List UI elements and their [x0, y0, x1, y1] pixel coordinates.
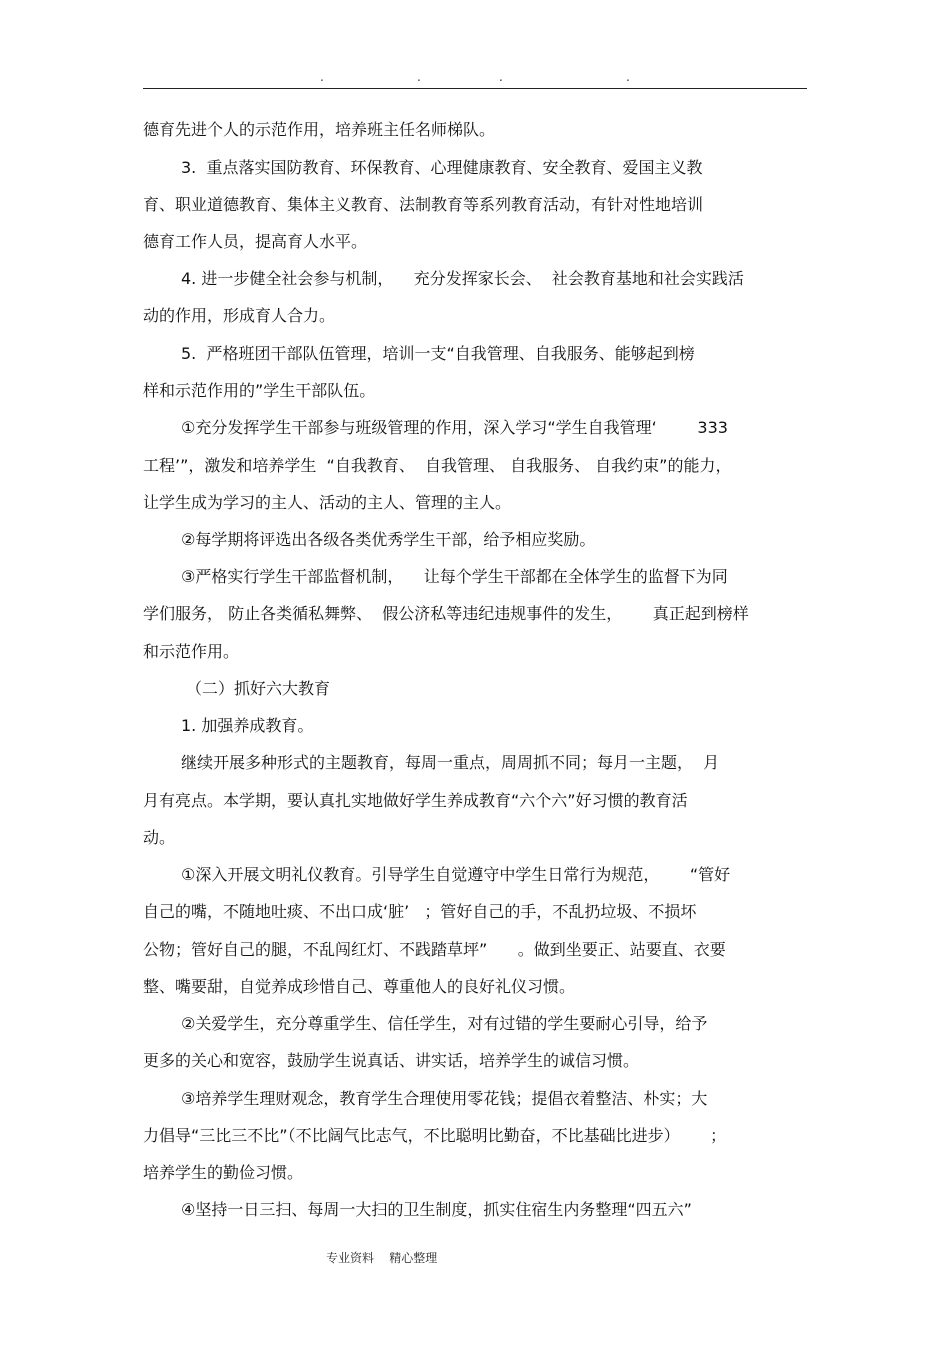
text-line: 1. 加强养成教育。 — [181, 716, 314, 735]
text-line: 让学生成为学习的主人、活动的主人、管理的主人。 — [143, 493, 512, 512]
text-line: 学们服务， 防止各类循私舞弊、 假公济私等违纪违规事件的发生， 真正起到榜样 — [143, 604, 749, 623]
header-dot: . — [499, 70, 503, 84]
header-rule — [143, 88, 807, 89]
header-dot: . — [417, 70, 421, 84]
header-dot: . — [320, 70, 324, 84]
text-line: 5. 严格班团干部队伍管理，培训一支“自我管理、自我服务、能够起到榜 — [181, 344, 695, 363]
header-dot: . — [626, 70, 630, 84]
page-footer: 专业资料 精心整理 — [326, 1251, 438, 1265]
text-line: ④坚持一日三扫、每周一大扫的卫生制度，抓实住宿生内务整理“四五六” — [181, 1200, 692, 1219]
text-line: 德育先进个人的示范作用，培养班主任名师梯队。 — [143, 120, 496, 139]
text-line: ①深入开展文明礼仪教育。引导学生自觉遵守中学生日常行为规范， “管好 — [181, 865, 731, 884]
text-line: ①充分发挥学生干部参与班级管理的作用，深入学习“学生自我管理‘ 333 — [181, 418, 728, 437]
text-line: 和示范作用。 — [143, 642, 240, 661]
text-line: 继续开展多种形式的主题教育，每周一重点，周周抓不同；每月一主题， 月 — [181, 753, 720, 772]
text-line: ③严格实行学生干部监督机制， 让每个学生干部都在全体学生的监督下为同 — [181, 567, 728, 586]
text-line: 整、嘴要甜，自觉养成珍惜自己、尊重他人的良好礼仪习惯。 — [143, 977, 576, 996]
text-line: 培养学生的勤俭习惯。 — [143, 1163, 304, 1182]
text-line: 月有亮点。本学期，要认真扎实地做好学生养成教育“六个六”好习惯的教育活 — [143, 791, 688, 810]
text-line: ②每学期将评选出各级各类优秀学生干部，给予相应奖励。 — [181, 530, 596, 549]
text-line: 自己的嘴，不随地吐痰、不出口成‘脏’ ；管好自己的手，不乱扔垃圾、不损坏 — [143, 902, 697, 921]
text-line: 力倡导“三比三不比”（不比阔气比志气，不比聪明比勤奋，不比基础比进步） ； — [143, 1126, 727, 1145]
text-line: 公物；管好自己的腿，不乱闯红灯、不践踏草坪” 。做到坐要正、站要直、衣要 — [143, 940, 726, 959]
text-line: 育、职业道德教育、集体主义教育、法制教育等系列教育活动，有针对性地培训 — [143, 195, 704, 214]
section-heading: （二）抓好六大教育 — [186, 679, 331, 698]
text-line: 3. 重点落实国防教育、环保教育、心理健康教育、安全教育、爱国主义教 — [181, 158, 703, 177]
text-line: ③培养学生理财观念，教育学生合理使用零花钱；提倡衣着整洁、朴实；大 — [181, 1089, 708, 1108]
text-line: 工程’”，激发和培养学生 “自我教育、 自我管理、 自我服务、 自我约束”的能力， — [143, 456, 732, 475]
text-line: 更多的关心和宽容，鼓励学生说真话、讲实话，培养学生的诚信习惯。 — [143, 1051, 640, 1070]
text-line: ②关爱学生，充分尊重学生、信任学生，对有过错的学生要耐心引导，给予 — [181, 1014, 708, 1033]
text-line: 4. 进一步健全社会参与机制， 充分发挥家长会、 社会教育基地和社会实践活 — [181, 269, 744, 288]
text-line: 动的作用，形成育人合力。 — [143, 306, 336, 325]
text-line: 样和示范作用的”学生干部队伍。 — [143, 381, 376, 400]
text-line: 动。 — [143, 828, 176, 847]
text-line: 德育工作人员，提高育人水平。 — [143, 232, 368, 251]
